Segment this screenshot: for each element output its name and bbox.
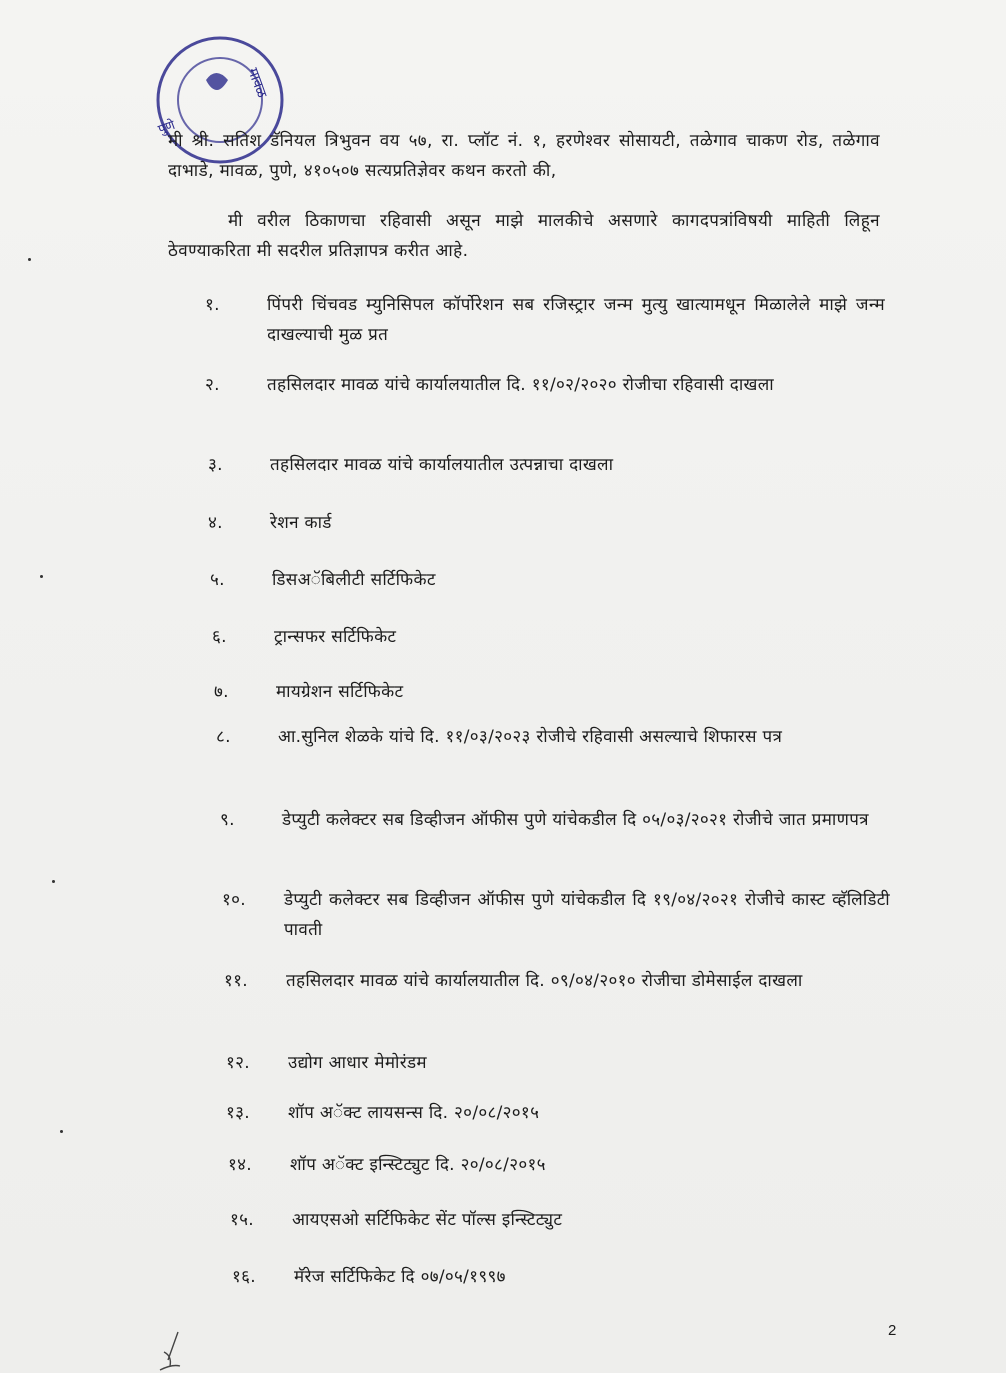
item-number: १५. [230, 1210, 254, 1230]
item-text: पिंपरी चिंचवड म्युनिसिपल कॉर्पोरेशन सब रजिस्ट्रार जन्म मुत्यु खात्यामधून मिळालेले माझे जन्म दाखल्याची मुळ प्रत [267, 295, 885, 345]
item-number: १०. [222, 890, 246, 910]
intro-text: मी श्री. सतिश डॅनियल त्रिभुवन वय ५७, रा. प्लॉट नं. १, हरणेश्वर सोसायटी, तळेगाव चाकण रोड, तळेगाव दाभाडे, मावळ, पुणे, ४१०५०७ सत्यप्रतिज्ञेवर कथन करतो की, [168, 131, 880, 181]
item-text: आयएसओ सर्टिफिकेट सेंट पॉल्स इन्स्टिट्युट [292, 1210, 563, 1230]
item-text: डेप्युटी कलेक्टर सब डिव्हीजन ऑफीस पुणे यांचेकडील दि १९/०४/२०२१ रोजीचे कास्ट व्हॅलिडिटी पावती [284, 890, 890, 940]
item-number: ६. [212, 627, 227, 647]
statement-text: मी वरील ठिकाणचा रहिवासी असून माझे मालकीचे असणारे कागदपत्रांविषयी माहिती लिहून ठेवण्याकरिता मी सदरील प्रतिज्ञापत्र करीत आहे. [168, 211, 880, 261]
item-number: ७. [214, 682, 229, 702]
pen-mark [150, 1330, 190, 1373]
item-number: ११. [224, 971, 248, 991]
item-text: डेप्युटी कलेक्टर सब डिव्हीजन ऑफीस पुणे यांचेकडील दि ०५/०३/२०२१ रोजीचे जात प्रमाणपत्र [282, 810, 869, 830]
item-text: शॉप अॅक्ट इन्स्टिट्युट दि. २०/०८/२०१५ [290, 1155, 546, 1175]
item-text: डिसअॅबिलीटी सर्टिफिकेट [272, 570, 436, 590]
item-number: २. [205, 375, 220, 395]
item-text: आ.सुनिल शेळके यांचे दि. ११/०३/२०२३ रोजीचे रहिवासी असल्याचे शिफारस पत्र [278, 727, 783, 747]
item-text: मॅरेज सर्टिफिकेट दि ०७/०५/१९९७ [294, 1267, 506, 1287]
item-number: १३. [226, 1103, 250, 1123]
item-text: उद्योग आधार मेमोरंडम [288, 1053, 427, 1073]
item-number: १. [205, 295, 220, 315]
item-text: तहसिलदार मावळ यांचे कार्यालयातील उत्पन्नाचा दाखला [270, 455, 614, 475]
item-number: १६. [232, 1267, 256, 1287]
item-number: ३. [208, 455, 223, 475]
item-text: रेशन कार्ड [270, 513, 332, 533]
item-number: ८. [216, 727, 231, 747]
item-number: ४. [208, 513, 223, 533]
item-number: ९. [220, 810, 235, 830]
item-text: तहसिलदार मावळ यांचे कार्यालयातील दि. ११/०२/२०२० रोजीचा रहिवासी दाखला [267, 375, 774, 395]
item-text: मायग्रेशन सर्टिफिकेट [276, 682, 404, 702]
page-number: 2 [888, 1322, 897, 1339]
item-text: तहसिलदार मावळ यांचे कार्यालयातील दि. ०९/०४/२०१० रोजीचा डोमेसाईल दाखला [286, 971, 803, 991]
svg-text:पुणे: पुणे [156, 117, 178, 138]
scan-speck [60, 1130, 63, 1133]
item-number: १४. [228, 1155, 252, 1175]
scan-speck [40, 575, 43, 578]
scan-speck [52, 880, 55, 883]
item-text: शॉप अॅक्ट लायसन्स दि. २०/०८/२०१५ [288, 1103, 540, 1123]
item-text: ट्रान्सफर सर्टिफिकेट [274, 627, 397, 647]
item-number: ५. [210, 570, 225, 590]
item-number: १२. [226, 1053, 250, 1073]
scan-speck [28, 258, 31, 261]
svg-text:मावळ: मावळ [244, 65, 270, 100]
